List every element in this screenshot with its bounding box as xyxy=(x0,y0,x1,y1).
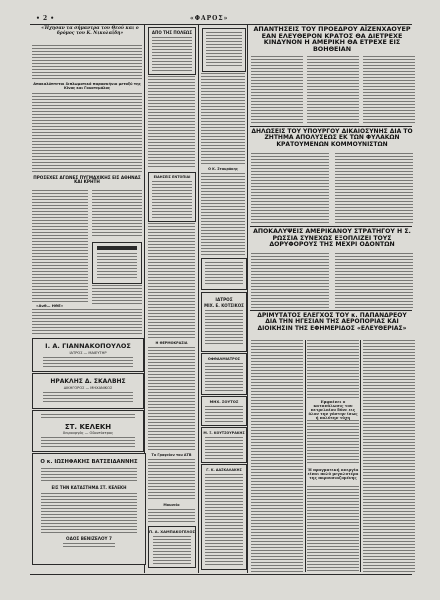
section-rule xyxy=(250,310,412,311)
left-top-headline: «Ήχησαν τα σήμαντρα του Θεού και ο δρόμος του Κ. Νικολαΐδη» xyxy=(41,26,139,36)
article-text xyxy=(335,253,413,308)
local-news-box: ΕΙΔΗΣΕΙΣ ΕΝΤΟΠΙΑΙ xyxy=(148,172,196,222)
article-text xyxy=(148,347,195,451)
left-small-heading: «Ανθ— ΗΘΕ» xyxy=(36,303,64,308)
headline-general: ΑΠΟΚΑΛΥΨΕΙΣ ΑΜΕΡΙΚΑΝΟΥ ΣΤΡΑΤΗΓΟΥ Η Σ. ΡΩΣΣΙΑ ΣΥΝΕΧΩΣ ΕΞΟΠΛΙΖΕΙ ΤΟΥΣ ΔΟΡΥΦΟΡΟΥΣ ΤΗΣ ΜΕΧΡΙ ΟΔΟΝΤΩΝ xyxy=(253,228,411,248)
article-text xyxy=(148,223,195,339)
article-text xyxy=(201,173,245,255)
article-text xyxy=(251,253,329,308)
city-box xyxy=(148,27,196,75)
left-section-heading: Αποκαλύπτεται διπλωματικό παρασκήνιο μεταξύ της Κίνας και Γουατεμάλας xyxy=(33,82,141,90)
ad-large: Ο κ. ΙΩΣΗΦΑΚΗΣ ΒΑΤΣΕΙΔΑΝΝΗΣ ΕΙΣ ΤΗΝ ΚΑΤΑΣΤΗΜΑ ΣΤ. ΚΕΛΕΚΗ ΟΔΟΣ ΒΕΝΙΖΕΛΟΥ 7 xyxy=(32,453,146,565)
headline-papandreou: ΔΡΙΜΥΤΑΤΟΣ ΕΛΕΓΧΟΣ ΤΟΥ κ. ΠΑΠΑΝΔΡΕΟΥ ΔΙΑ ΤΗΝ ΗΓΕΣΙΑΝ ΤΗΣ ΑΕΡΟΠΟΡΙΑΣ ΚΑΙ ΔΙΟΙΚΗΣΙΝ ΤΗΣ ΕΦΗΜΕΡΙΔΟΣ «ΕΛΕΥΘΕΡΙΑΣ» xyxy=(257,312,407,332)
column-rule xyxy=(198,25,199,573)
ad-engineer: ΜΗΧ. ΣΟΥΤΟΣ xyxy=(201,396,247,426)
headline-eisenhower: ΑΠΑΝΤΗΣΕΙΣ ΤΟΥ ΠΡΟΕΔΡΟΥ ΑΪΖΕΝΧΑΟΥΕΡ ΕΑΝ ΕΛΕΥΘΕΡΟΝ ΚΡΑΤΟΣ ΘΑ ΔΙΕΤΡΕΧΕ ΚΙΝΔΥΝΟΝ Η ΑΜΕΡΙΚΗ ΘΑ ΕΤΡΕΧΕ ΕΙΣ ΒΟΗΘΕΙΑΝ xyxy=(253,25,411,54)
ad-daskalakis: Γ. Κ. ΔΑΣΚΑΛΑΚΗΣ xyxy=(201,464,247,570)
section-rule xyxy=(250,226,412,227)
ad-ophthalmologist: ΟΦΘΑΛΜΙΑΤΡΟΣ xyxy=(201,353,247,395)
column-rule xyxy=(247,25,248,573)
city-box-title: ΑΠΟ ΤΗΣ ΠΟΛΕΩΣ xyxy=(151,30,193,35)
article-text xyxy=(32,190,88,302)
article-text xyxy=(251,56,303,124)
ad-doctor-large: ΙΑΤΡΟΣ ΜΙΧ. Ε. ΚΟΤΣΙΚΟΣ xyxy=(201,292,247,352)
section-rule xyxy=(250,126,412,127)
article-text xyxy=(92,285,142,305)
article-text xyxy=(307,420,359,464)
article-text xyxy=(148,459,195,501)
masthead: «ΦΑΡΟΣ» xyxy=(190,15,229,22)
ad-name: Ι. Α. ΓΙΑΝΝΑΚΟΠΟΥΛΟΣ xyxy=(45,342,131,350)
ad-doctor: Ι. Α. ΓΙΑΝΝΑΚΟΠΟΥΛΟΣ ΙΑΤΡΟΣ — ΜΑΙΕΥΤΗΡ xyxy=(32,338,144,372)
page-number: • 2 • xyxy=(36,15,55,22)
article-text xyxy=(335,153,413,223)
notice-box xyxy=(202,28,246,72)
ad-dentist: ΣΤ. ΚΕΛΕΚΗ Χειρουργός — Οδοντίατρος xyxy=(32,410,144,452)
column-rule xyxy=(305,340,306,572)
column-rule xyxy=(360,340,361,572)
footer-rule xyxy=(30,574,412,575)
newspaper-page: • 2 • «ΦΑΡΟΣ» «Ήχησαν τα σήμαντρα του Θεού και ο δρόμος του Κ. Νικολαΐδη» Αποκαλύπτεται διπλωματικό παρασκήνιο μεταξύ της Κίνας και Γουατεμάλας ΠΡΟΣΕΧΕΣ ΑΓΩΝΕΣ ΠΥΓΜΑΧΙΚΗΣ ΕΙΣ ΑΘΗΝΑΣ ΚΑΙ ΚΡΗΤΗ «Ανθ— ΗΘΕ» Ι. Α. ΓΙΑΝΝΑΚΟΠΟΥΛΟΣ ΙΑΤΡΟΣ — ΜΑΙΕΥΤΗΡ ΗΡΑΚΛΗΣ Δ. ΣΚΑΛΒΗΣ ΔΙΚΗΓΟΡΟΣ — ΜΗΧΑΝΙΚΟΣ ΣΤ. ΚΕΛΕΚΗ Χειρουργός — Οδοντίατρος Ο κ. ΙΩΣΗΦΑΚΗΣ ΒΑΤΣΕΙΔΑΝΝΗΣ ΕΙΣ ΤΗΝ ΚΑΤΑΣΤΗΜΑ ΣΤ. ΚΕΛΕΚΗ ΟΔΟΣ ΒΕΝΙΖΕΛΟΥ 7 ΑΠΟ ΤΗΣ ΠΟΛΕΩΣ ΕΙΔΗΣΕΙΣ ΕΝΤΟΠΙΑΙ Η ΘΕΡΜΟΚΡΑΣΙΑ Το Γραφείον του ΑΤΒ Μουσεία Π. Α. ΧΑΜΠΑΚΟΓΕΛΟΣ Ο Κ. Σταυράκης ΙΑΤΡΟΣ ΜΙΧ. Ε. ΚΟΤΣΙΚΟΣ ΟΦΘΑΛΜΙΑΤΡΟΣ ΜΗΧ. ΣΟΥΤΟΣ Μ. Ξ. ΚΟΥΤΣΟΥΡΑΚΗΣ Γ. Κ. ΔΑΣΚΑΛΑΚΗΣ ΑΠΑΝΤΗΣΕΙΣ ΤΟΥ ΠΡΟΕΔΡΟΥ ΑΪΖΕΝΧΑΟΥΕΡ ΕΑΝ ΕΛΕΥΘΕΡΟΝ ΚΡΑΤΟΣ ΘΑ ΔΙΕΤΡΕΧΕ ΚΙΝΔΥΝΟΝ Η ΑΜΕΡΙΚΗ ΘΑ ΕΤΡΕΧΕ ΕΙΣ ΒΟΗΘΕΙΑΝ ΔΗΛΩΣΕΙΣ ΤΟΥ ΥΠΟΥΡΓΟΥ ΔΙΚΑΙΟΣΥΝΗΣ ΔΙΑ ΤΟ ΖΗΤΗΜΑ ΑΠΟΛΥΣΕΩΣ ΕΚ ΤΩΝ ΦΥΛΑΚΩΝ ΚΡΑΤΟΥΜΕΝΩΝ ΚΟΜΜΟΥΝΙΣΤΩΝ ΑΠΟΚΑΛΥΨΕΙΣ ΑΜΕΡΙΚΑΝΟΥ ΣΤΡΑΤΗΓΟΥ Η Σ. ΡΩΣΣΙΑ ΣΥΝΕΧΩΣ ΕΞΟΠΛΙΖΕΙ ΤΟΥΣ ΔΟΡΥΦΟΡΟΥΣ ΤΗΣ ΜΕΧΡΙ ΟΔΟΝΤΩΝ ΔΡΙΜΥΤΑΤΟΣ ΕΛΕΓΧΟΣ ΤΟΥ κ. ΠΑΠΑΝΔΡΕΟΥ ΔΙΑ ΤΗΝ ΗΓΕΣΙΑΝ ΤΗΣ ΑΕΡΟΠΟΡΙΑΣ ΚΑΙ ΔΙΟΙΚΗΣΙΝ ΤΗΣ ΕΦΗΜΕΡΙΔΟΣ «ΕΛΕΥΘΕΡΙΑΣ» Εμφαίνει ο κατανάλωσις του πετρελαίου δύνε εις όλον την γάστην ίσως ή πολύτην τύχη Ή πραγματική ανεργία είναι πολύ μεγαλυτέρα της παρουσιαζομένης xyxy=(0,0,440,600)
subhead-petroleum: Εμφαίνει ο κατανάλωσις του πετρελαίου δύνε εις όλον την γάστην ίσως ή πολύτην τύχη xyxy=(308,399,358,420)
ad-lawyer: ΗΡΑΚΛΗΣ Δ. ΣΚΑΛΒΗΣ ΔΙΚΗΓΟΡΟΣ — ΜΗΧΑΝΙΚΟΣ xyxy=(32,373,144,409)
article-text xyxy=(307,56,359,124)
subhead-unemployment: Ή πραγματική ανεργία είναι πολύ μεγαλυτέρα της παρουσιαζομένης xyxy=(307,467,359,480)
headline-justice: ΔΗΛΩΣΕΙΣ ΤΟΥ ΥΠΟΥΡΓΟΥ ΔΙΚΑΙΟΣΥΝΗΣ ΔΙΑ ΤΟ ΖΗΤΗΜΑ ΑΠΟΛΥΣΕΩΣ ΕΚ ΤΩΝ ΦΥΛΑΚΩΝ ΚΡΑΤΟΥΜΕΝΩΝ ΚΟΜΜΟΥΝΙΣΤΩΝ xyxy=(251,128,413,148)
ad-box-small xyxy=(201,258,247,290)
article-text xyxy=(148,76,195,168)
article-text xyxy=(92,190,142,238)
article-text xyxy=(148,509,195,523)
article-text xyxy=(307,486,359,572)
article-text xyxy=(32,93,142,173)
article-text xyxy=(363,340,415,572)
ad-bottom-mid: Π. Α. ΧΑΜΠΑΚΟΓΕΛΟΣ xyxy=(148,526,196,568)
article-text xyxy=(251,153,329,223)
small-notice-box xyxy=(92,242,142,284)
article-text xyxy=(363,56,415,124)
article-text xyxy=(201,73,245,165)
left-mid-headline: ΠΡΟΣΕΧΕΣ ΑΓΩΝΕΣ ΠΥΓΜΑΧΙΚΗΣ ΕΙΣ ΑΘΗΝΑΣ ΚΑΙ ΚΡΗΤΗ xyxy=(33,175,141,185)
ad-koutsourakis: Μ. Ξ. ΚΟΥΤΣΟΥΡΑΚΗΣ xyxy=(201,427,247,463)
article-text xyxy=(32,309,142,335)
article-text xyxy=(251,340,303,572)
article-text xyxy=(307,340,359,398)
article-text xyxy=(32,45,142,81)
